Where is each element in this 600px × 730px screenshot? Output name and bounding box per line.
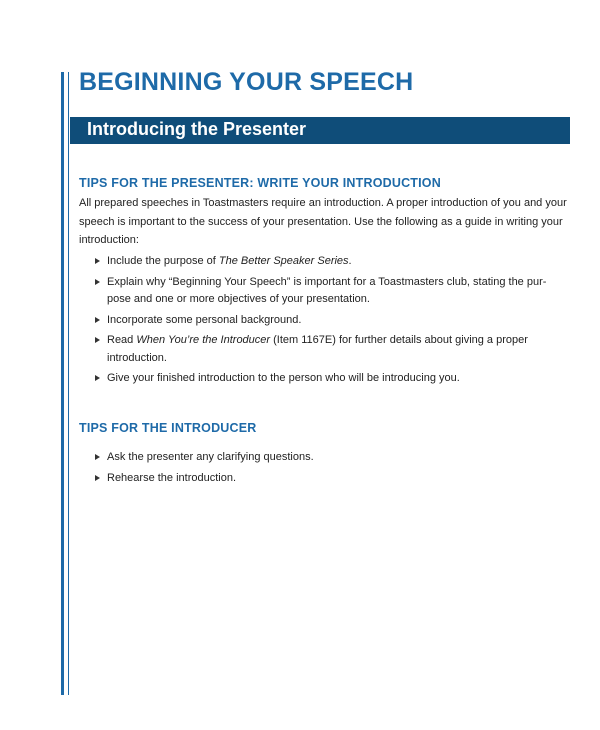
page-title: BEGINNING YOUR SPEECH: [79, 68, 414, 96]
presenter-tips-list: [95, 253, 555, 391]
list-item: Read When You’re the Introducer (Item 1167E) for further details about giving a proper introduction.: [95, 332, 555, 367]
list-item: Incorporate some personal background.: [95, 312, 555, 330]
bullet-arrow-icon: [95, 317, 100, 323]
bullet-arrow-icon: [95, 258, 100, 264]
bullet-arrow-icon: [95, 337, 100, 343]
section-banner: [70, 117, 570, 144]
intro-paragraph: All prepared speeches in Toastmasters require an introduction. A proper introduction of you and your speech is important to the success of your presentation. Use the following as a guide in writing your introduction:: [79, 197, 567, 246]
margin-rule-thick: [61, 72, 64, 695]
presenter-tips-heading: TIPS FOR THE PRESENTER: WRITE YOUR INTRODUCTION: [79, 176, 441, 190]
introducer-tips-heading: TIPS FOR THE INTRODUCER: [79, 421, 257, 435]
list-item: Include the purpose of The Better Speaker Series.: [95, 253, 555, 271]
list-item: Ask the presenter any clarifying questions.: [95, 449, 555, 467]
list-item: Explain why “Beginning Your Speech” is important for a Toastmasters club, stating the pur- pose and one or more objectives of your presentation.: [95, 274, 555, 309]
list-item: Rehearse the introduction.: [95, 470, 555, 488]
bullet-arrow-icon: [95, 375, 100, 381]
bullet-arrow-icon: [95, 475, 100, 481]
banner-title: Introducing the Presenter: [87, 119, 307, 139]
list-item: Give your finished introduction to the person who will be introducing you.: [95, 370, 555, 388]
bullet-arrow-icon: [95, 454, 100, 460]
margin-rule-thin: [68, 72, 69, 695]
introducer-tips-list: [95, 449, 555, 490]
bullet-arrow-icon: [95, 279, 100, 285]
